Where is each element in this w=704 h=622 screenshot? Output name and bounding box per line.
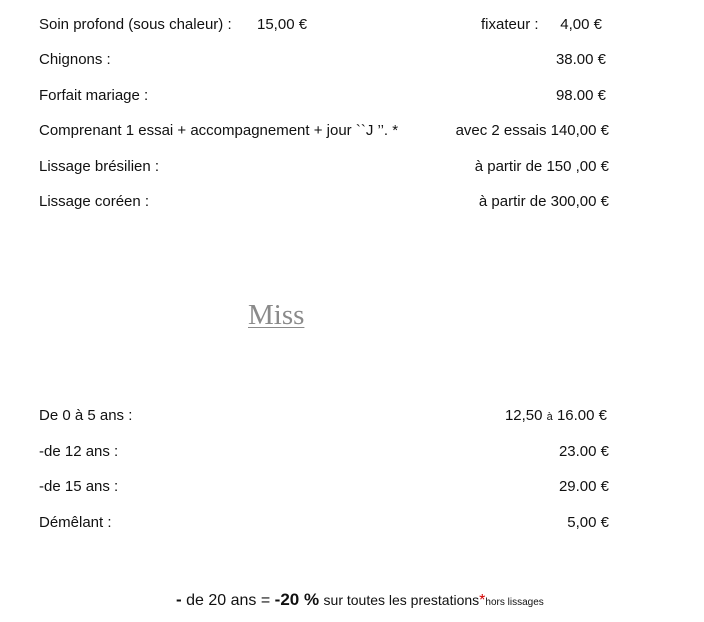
service-label-chignons: Chignons :: [39, 51, 111, 68]
service-label-comprenant: Comprenant 1 essai + accompagnement + jour ``J ’’. *: [39, 122, 399, 139]
miss-price-sep: à: [546, 411, 553, 423]
miss-label-15-ans: -de 15 ans :: [39, 478, 119, 495]
promo-text: sur toutes les prestations: [323, 592, 480, 608]
promo-note: hors lissages: [485, 597, 544, 608]
service-price-fixateur: 4,00 €: [560, 16, 602, 33]
miss-price-12-ans: 23.00 €: [558, 443, 609, 460]
miss-price-0-5-ans: [505, 407, 607, 426]
promo-discount: -20 %: [274, 590, 320, 609]
service-label-soin-profond: Soin profond (sous chaleur) :: [39, 16, 232, 33]
miss-label-12-ans: -de 12 ans :: [39, 443, 119, 460]
service-price-soin-profond: 15,00 €: [257, 16, 308, 33]
promo-star: *: [479, 592, 486, 609]
service-price-chignons: 38.00 €: [555, 51, 606, 68]
promo-dash: -: [176, 590, 182, 609]
service-label-lissage-coreen: Lissage coréen :: [39, 193, 150, 210]
miss-price-15-ans: 29.00 €: [558, 478, 609, 495]
service-price-forfait-mariage: 98.00 €: [555, 87, 606, 104]
miss-label-demelant: Démêlant :: [39, 514, 112, 531]
miss-section-title: Miss: [248, 299, 305, 331]
miss-label-0-5-ans: De 0 à 5 ans :: [39, 407, 133, 424]
service-label-fixateur: fixateur :: [481, 16, 539, 33]
promo-age: de 20 ans: [186, 592, 257, 609]
miss-price-demelant: 5,00 €: [567, 514, 609, 531]
service-price-comprenant: avec 2 essais 140,00 €: [455, 122, 609, 139]
service-price-lissage-bresilien: à partir de 150 ,00 €: [474, 158, 609, 175]
miss-price-from: 12,50: [504, 407, 543, 424]
service-label-forfait-mariage: Forfait mariage :: [39, 87, 149, 104]
promo-line: [176, 589, 544, 614]
service-price-lissage-coreen: à partir de 300,00 €: [478, 193, 609, 210]
miss-price-to: 16.00 €: [556, 407, 607, 424]
service-label-lissage-bresilien: Lissage brésilien :: [39, 158, 160, 175]
promo-equals: =: [260, 592, 271, 609]
